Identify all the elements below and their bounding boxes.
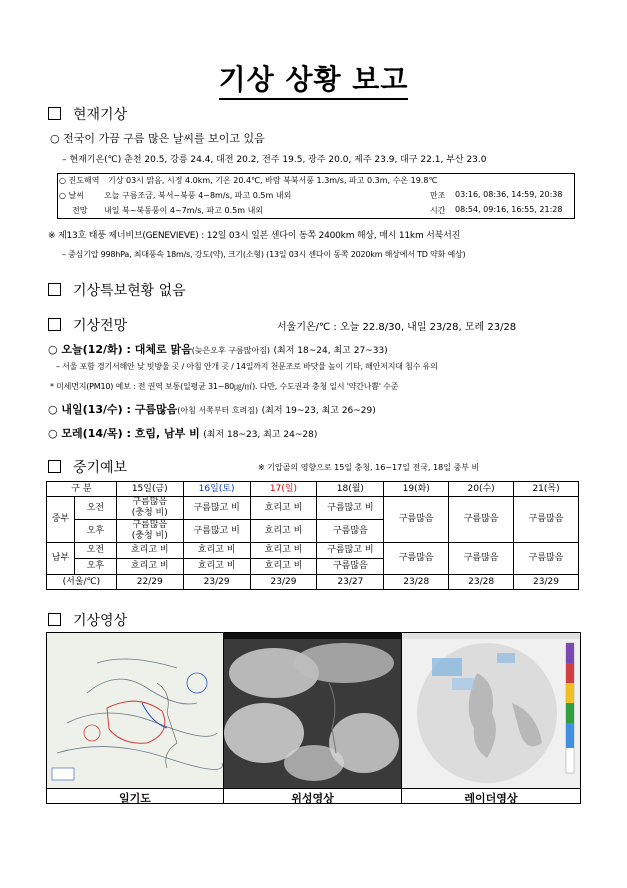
temp-cell: 23/28 [384,575,449,590]
sea2-tide: 03:16, 08:36, 14:59, 20:38 [455,190,563,199]
ampm-label: 오전 [74,497,116,520]
day-header: 18(월) [317,482,384,497]
weather-chart-image [47,633,223,788]
typhoon-line: ※ 제13호 태풍 제너비브(GENEVIEVE) : 12일 03시 일본 센다이 동쪽 2400km 해상, 매시 11km 서북서진 [48,231,461,241]
page-title: 기상 상황 보고 [0,58,627,98]
sea3-tide-label: 시간 [430,206,446,215]
image-strip [46,632,581,804]
sea2-label: ○ 날씨 [59,191,84,200]
region-label: 중부 [47,497,75,543]
day-header: 20(수) [449,482,514,497]
forecast-cell: 구름많고 비 [183,497,250,520]
forecast-cell: 구름많음 [514,543,579,575]
sea3-text: 내일 북~북동풍이 4~7m/s, 파고 0.5m 내외 [104,206,264,215]
forecast-cell: 흐리고 비 [116,543,183,559]
temp-cell: 23/27 [317,575,384,590]
ampm-label: 오전 [74,543,116,559]
forecast-heading: 기상전망 [48,315,127,335]
midterm-note: ※ 기압골의 영향으로 15일 충청, 16~17일 전국, 18일 중부 비 [258,463,480,472]
sea2-tide-label: 만조 [430,191,446,200]
ampm-label: 오후 [74,520,116,543]
forecast-cell: 구름많음 (충청 비) [116,497,183,520]
forecast-cell: 흐리고 비 [250,543,317,559]
today-line: ○ 오늘(12/화) : 대체로 맑음(늦은오후 구름많아짐) (최저 18~24, 최고 27~33) [48,343,388,356]
typhoon-detail: – 중심기압 998hPa, 최대풍속 18m/s, 강도(약), 크기(소형) (13일 03시 센다이 동쪽 2020km 해상에서 TD 약화 예상) [62,250,466,259]
images-heading: 기상영상 [48,610,127,630]
seoul-label: (서울/℃) [47,575,117,590]
forecast-cell: 구름많고 비 [317,497,384,520]
temp-cell: 23/29 [250,575,317,590]
temp-cell: 23/28 [449,575,514,590]
checkbox-icon [48,613,61,626]
forecast-cell: 흐리고 비 [183,559,250,575]
forecast-cell: 흐리고 비 [116,559,183,575]
caption-row [47,788,580,804]
midterm-table [46,481,579,590]
caption-weather-chart: 일기도 [119,792,151,805]
table-row [47,543,579,559]
forecast-cell: 구름많고 비 [317,543,384,559]
sea1-text: 기상 03시 맑음, 시정 4.0km, 기온 20.4℃, 바람 북북서풍 1.3m/s, 파고 0.3m, 수온 19.8℃ [108,176,438,185]
current-heading: 현재기상 [48,104,127,124]
forecast-cell: 구름많음 [449,497,514,543]
forecast-cell: 흐리고 비 [183,543,250,559]
midterm-heading: 중기예보 [48,457,127,477]
temp-cell: 23/29 [183,575,250,590]
forecast-cell: 구름많음 (충청 비) [116,520,183,543]
forecast-cell: 구름많음 [317,559,384,575]
day-header: 17(일) [250,482,317,497]
checkbox-icon [48,283,61,296]
region-label: 남부 [47,543,75,575]
sea2-text: 오늘 구름조금, 북서~북풍 4~8m/s, 파고 0.5m 내외 [104,191,292,200]
day-header: 21(목) [514,482,579,497]
current-summary: ○ 전국이 가끔 구름 많은 날씨를 보이고 있음 [50,132,265,145]
checkbox-icon [48,460,61,473]
dayafter-line: ○ 모레(14/목) : 흐림, 남부 비 (최저 18~23, 최고 24~28) [48,427,318,440]
forecast-cell: 흐리고 비 [250,520,317,543]
day-header: 15일(금) [116,482,183,497]
radar-image [402,633,580,788]
day-header: 16일(토) [183,482,250,497]
forecast-cell: 구름많음 [317,520,384,543]
seoul-temp: 서울기온/℃ : 오늘 22.8/30, 내일 23/28, 모레 23/28 [277,322,517,333]
table-header-row [47,482,579,497]
forecast-cell: 구름많음 [514,497,579,543]
caption-radar: 레이더영상 [464,792,518,805]
checkbox-icon [48,107,61,120]
current-temps: – 현재기온(℃) 춘천 20.5, 강릉 24.4, 대전 20.2, 전주 19.5, 광주 20.0, 제주 23.9, 대구 22.1, 부산 23.0 [62,155,487,165]
forecast-cell: 구름많음 [384,543,449,575]
sea3-label: 전망 [72,206,88,215]
checkbox-icon [48,318,61,331]
forecast-cell: 흐리고 비 [250,559,317,575]
today-detail: – 서울 포함 경기서해안 낮 빗방울 곳 / 아침 안개 곳 / 14일까지 천문조로 바닷물 높이 기타, 해안저지대 침수 유의 [56,362,438,371]
table-row [47,497,579,520]
forecast-cell: 구름많음 [384,497,449,543]
ampm-label: 오후 [74,559,116,575]
temp-cell: 23/29 [514,575,579,590]
day-header: 19(화) [384,482,449,497]
sea1-label: ○ 진도해역 [59,176,100,185]
forecast-cell: 흐리고 비 [250,497,317,520]
temp-cell: 22/29 [116,575,183,590]
sea3-tide: 08:54, 09:16, 16:55, 21:28 [455,205,563,214]
col-header: 구 분 [47,482,117,497]
tomorrow-line: ○ 내일(13/수) : 구름많음(아침 서쪽부터 흐려짐) (최저 19~23, 최고 26~29) [48,403,376,416]
dust-forecast: * 미세먼지(PM10) 예보 : 전 권역 보통(일평균 31~80㎍/㎥). 다만, 수도권과 충청 일시 '약간나쁨' 수준 [50,382,399,391]
table-row [47,575,579,590]
forecast-cell: 구름많음 [449,543,514,575]
satellite-image [224,633,401,788]
forecast-cell: 구름많고 비 [183,520,250,543]
caption-satellite: 위성영상 [291,792,334,805]
special-heading: 기상특보현황 없음 [48,280,186,300]
